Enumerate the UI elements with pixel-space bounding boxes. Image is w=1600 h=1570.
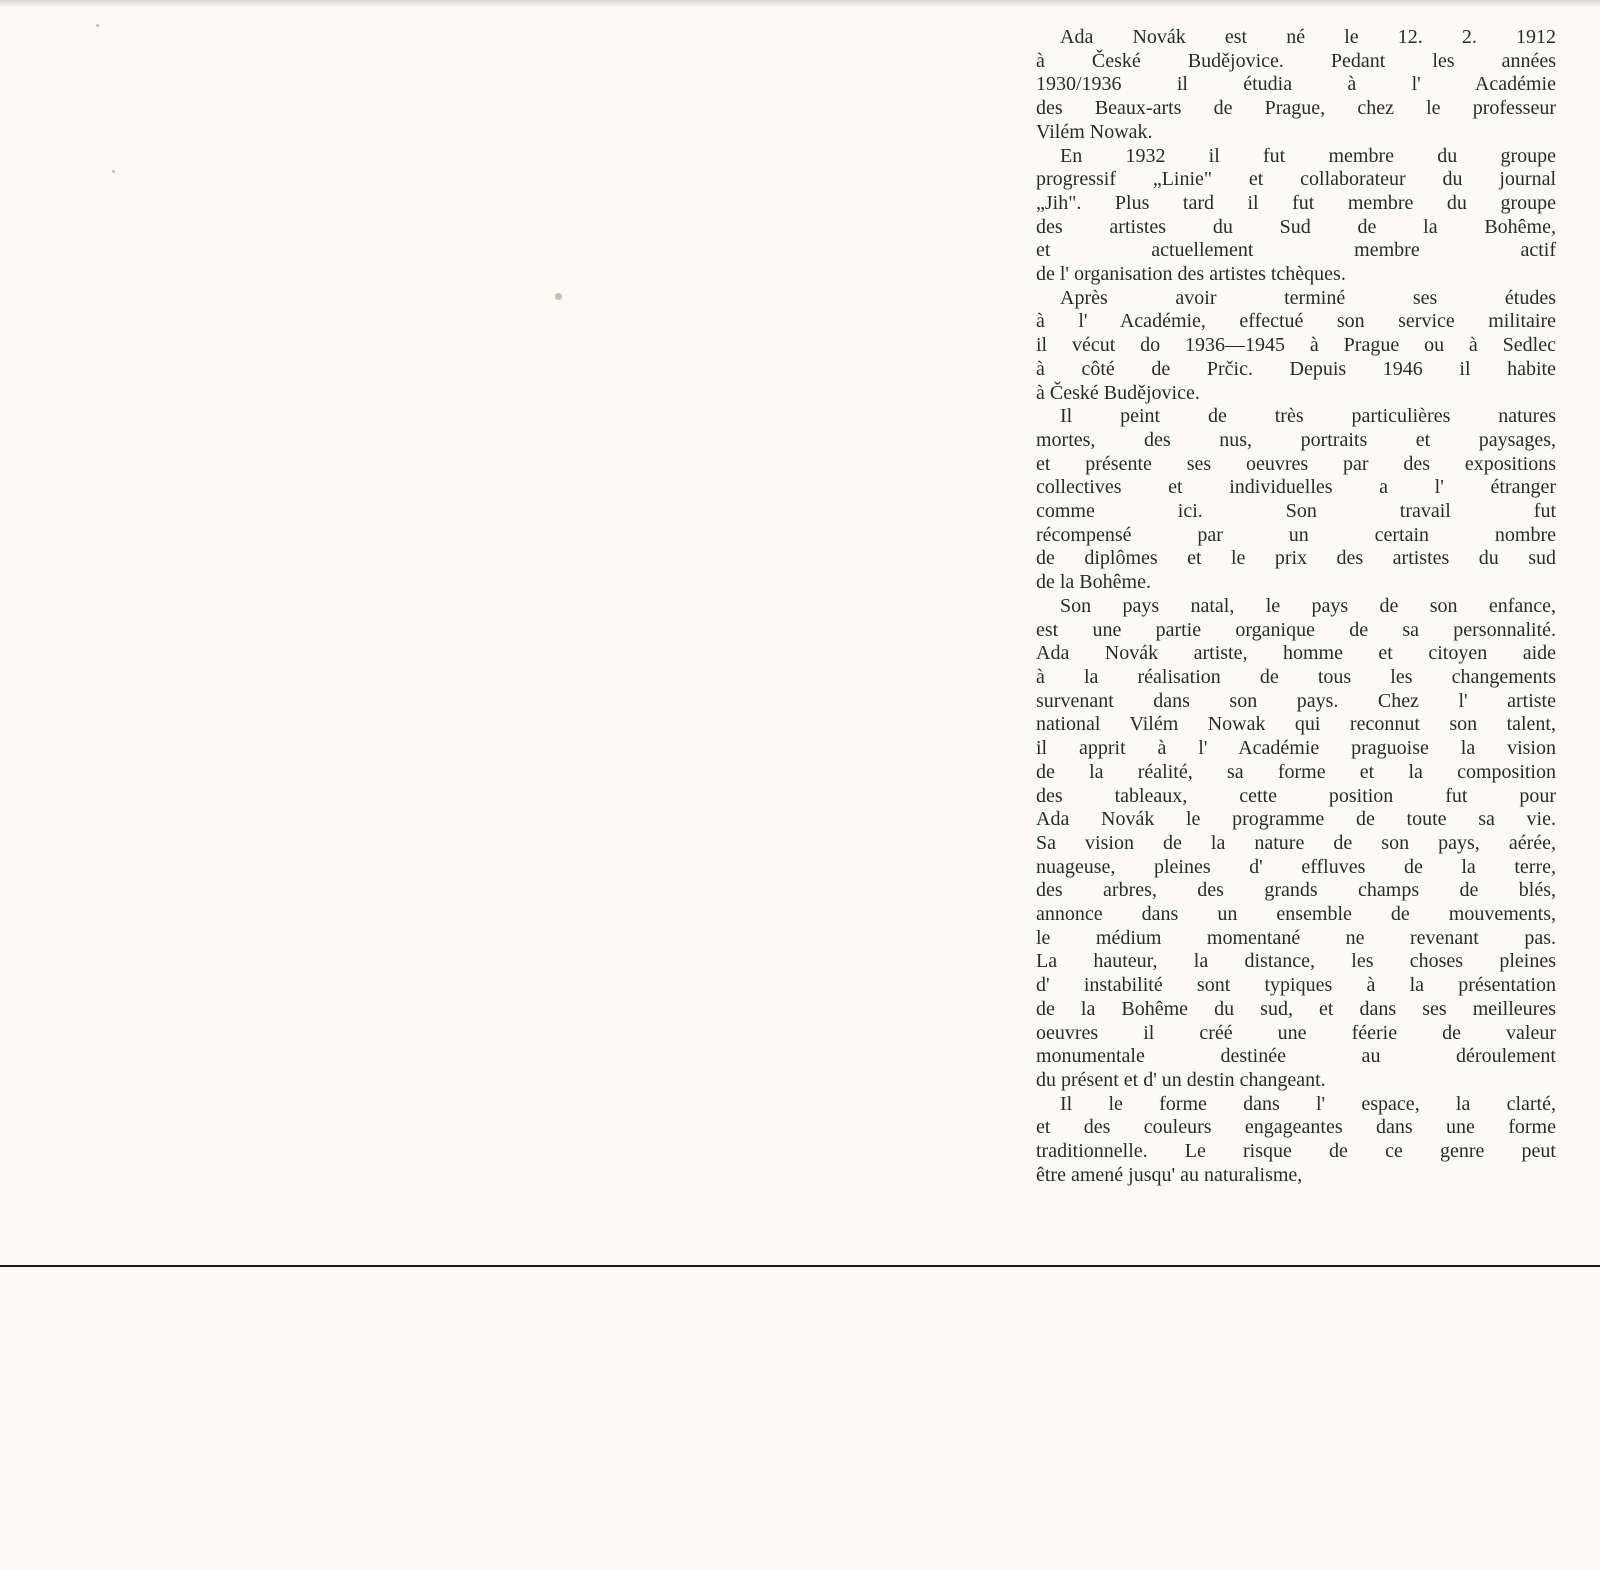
- text-line: d' instabilité sont typiques à la présentation: [1036, 974, 1556, 997]
- text-line: à České Budějovice.: [1036, 381, 1200, 404]
- text-line: récompensé par un certain nombre: [1036, 523, 1556, 546]
- text-line: de diplômes et le prix des artistes du sud: [1036, 547, 1556, 570]
- text-line: 1930/1936 il étudia à l' Académie: [1036, 73, 1556, 96]
- text-line: Après avoir terminé ses études: [1060, 286, 1556, 309]
- text-line: Il le forme dans l' espace, la clarté,: [1060, 1092, 1556, 1115]
- text-line: Vilém Nowak.: [1036, 120, 1153, 143]
- text-line: La hauteur, la distance, les choses pleines: [1036, 950, 1556, 973]
- text-line: à České Budějovice. Pedant les années: [1036, 49, 1556, 72]
- text-line: comme ici. Son travail fut: [1036, 500, 1556, 523]
- text-line: être amené jusqu' au naturalisme,: [1036, 1163, 1303, 1186]
- text-line: de la réalité, sa forme et la composition: [1036, 760, 1556, 783]
- text-line: survenant dans son pays. Chez l' artiste: [1036, 689, 1556, 712]
- text-line: Il peint de très particulières natures: [1060, 405, 1556, 428]
- paragraph: [1036, 595, 1556, 1093]
- text-line: Ada Novák est né le 12. 2. 1912: [1060, 26, 1556, 48]
- text-line: collectives et individuelles a l' étranger: [1036, 476, 1556, 499]
- text-line: de la Bohême.: [1036, 571, 1151, 594]
- horizontal-rule: [0, 1265, 1600, 1267]
- text-line: le médium momentané ne revenant pas.: [1036, 926, 1556, 949]
- text-line: de l' organisation des artistes tchèques.: [1036, 263, 1346, 286]
- text-line: Ada Novák le programme de toute sa vie.: [1036, 808, 1556, 831]
- text-line: Sa vision de la nature de son pays, aérée,: [1036, 831, 1556, 854]
- text-line: Ada Novák artiste, homme et citoyen aide: [1036, 642, 1556, 665]
- text-line: „Jih". Plus tard il fut membre du groupe: [1036, 191, 1556, 214]
- text-line: des tableaux, cette position fut pour: [1036, 784, 1556, 807]
- text-line: des Beaux-arts de Prague, chez le professeur: [1036, 97, 1556, 120]
- page-top-edge: [0, 0, 1600, 8]
- text-line: est une partie organique de sa personnalité.: [1036, 618, 1556, 641]
- paper-speck: [555, 293, 562, 300]
- text-line: des artistes du Sud de la Bohême,: [1036, 215, 1556, 238]
- text-line: et présente ses oeuvres par des expositions: [1036, 452, 1556, 475]
- text-line: il vécut do 1936—1945 à Prague ou à Sedlec: [1036, 334, 1556, 357]
- text-line: annonce dans un ensemble de mouvements,: [1036, 903, 1556, 926]
- article-text-column: [1036, 26, 1556, 1187]
- text-line: Son pays natal, le pays de son enfance,: [1060, 594, 1556, 617]
- text-line: progressif „Linie" et collaborateur du journal: [1036, 168, 1556, 191]
- paper-speck: [96, 24, 99, 27]
- text-line: mortes, des nus, portraits et paysages,: [1036, 428, 1556, 451]
- text-line: de la Bohême du sud, et dans ses meilleures: [1036, 997, 1556, 1020]
- text-line: et actuellement membre actif: [1036, 239, 1556, 262]
- text-line: à l' Académie, effectué son service militaire: [1036, 310, 1556, 333]
- text-line: nuageuse, pleines d' effluves de la terre,: [1036, 855, 1556, 878]
- text-line: monumentale destinée au déroulement: [1036, 1045, 1556, 1068]
- text-line: des arbres, des grands champs de blés,: [1036, 879, 1556, 902]
- paragraph: [1036, 145, 1556, 287]
- paragraph: [1036, 287, 1556, 406]
- text-line: En 1932 il fut membre du groupe: [1060, 144, 1556, 167]
- text-line: et des couleurs engageantes dans une forme: [1036, 1116, 1556, 1139]
- text-line: à côté de Prčic. Depuis 1946 il habite: [1036, 357, 1556, 380]
- paragraph: [1036, 405, 1556, 595]
- paragraph: [1036, 26, 1556, 145]
- text-line: national Vilém Nowak qui reconnut son talent,: [1036, 713, 1556, 736]
- text-line: oeuvres il créé une féerie de valeur: [1036, 1021, 1556, 1044]
- text-line: du présent et d' un destin changeant.: [1036, 1068, 1326, 1091]
- text-line: il apprit à l' Académie praguoise la vision: [1036, 737, 1556, 760]
- paper-speck: [112, 170, 115, 173]
- text-line: à la réalisation de tous les changements: [1036, 665, 1556, 688]
- paragraph: [1036, 1093, 1556, 1188]
- text-line: traditionnelle. Le risque de ce genre peut: [1036, 1140, 1556, 1163]
